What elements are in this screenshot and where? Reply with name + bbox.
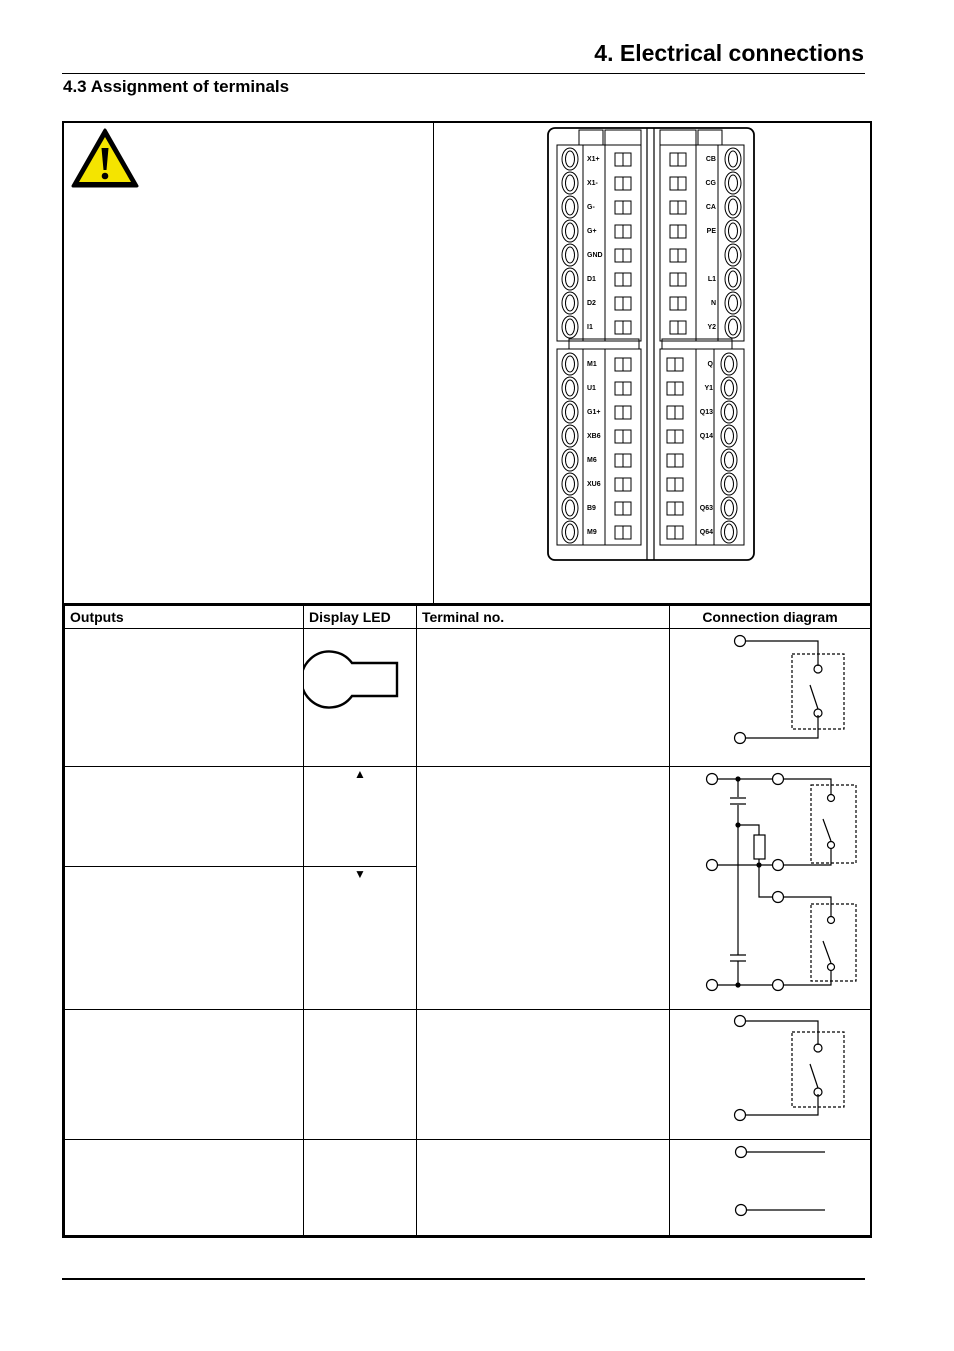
header-rule <box>62 73 865 74</box>
terminal-label: PE <box>706 228 716 235</box>
table-row <box>65 767 871 867</box>
led-down-cell <box>304 867 417 1010</box>
outputs-table <box>64 605 871 1236</box>
header-terminal-no: Terminal no. <box>417 606 670 629</box>
outputs-cell <box>65 1010 304 1140</box>
terminal-label: G+ <box>587 228 597 235</box>
chapter-title: 4. Electrical connections <box>594 40 864 66</box>
connection-diagram-cell <box>670 767 871 1010</box>
outputs-cell <box>65 1140 304 1236</box>
connection-diagram-cell <box>670 1010 871 1140</box>
terminal-label: G- <box>587 204 595 211</box>
outputs-cell <box>65 867 304 1010</box>
terminal-label: N <box>710 300 716 307</box>
outputs-cell <box>65 767 304 867</box>
terminal-label: XB6 <box>587 433 601 440</box>
terminal-label: Y1 <box>704 385 713 392</box>
terminal-label: L1 <box>707 276 716 283</box>
table-row <box>65 629 871 767</box>
terminal-label: M6 <box>587 457 597 464</box>
led-cell <box>304 1010 417 1140</box>
terminal-label: CA <box>705 204 716 211</box>
terminal-label: CG <box>705 180 716 187</box>
top-divider <box>433 123 434 603</box>
led-shape-icon <box>304 647 416 717</box>
terminal-assignment-frame <box>62 121 872 1238</box>
terminal-label: D2 <box>587 300 596 307</box>
arrow-down-icon: ▼ <box>354 867 366 881</box>
terminal-label: Q14 <box>699 433 713 440</box>
terminal-block-diagram <box>547 125 757 563</box>
outputs-cell <box>65 629 304 767</box>
led-cell <box>304 1140 417 1236</box>
terminal-label: M1 <box>587 361 597 368</box>
connection-diagram-cell <box>670 629 871 767</box>
header-display-led: Display LED <box>304 606 417 629</box>
terminal-label: Y2 <box>707 324 716 331</box>
header-connection-diagram: Connection diagram <box>670 606 871 629</box>
relay-contact-diagram <box>670 1010 870 1138</box>
table-header-row <box>65 606 871 629</box>
terminal-no-cell <box>417 629 670 767</box>
signal-output-diagram <box>670 1140 870 1234</box>
terminal-label: Q <box>707 361 713 368</box>
terminal-label: X1+ <box>587 156 600 163</box>
terminal-label: G1+ <box>587 409 601 416</box>
led-up-cell <box>304 767 417 867</box>
terminal-label: B9 <box>587 505 596 512</box>
terminal-no-cell <box>417 767 670 1010</box>
led-cell <box>304 629 417 767</box>
table-row <box>65 1010 871 1140</box>
connection-diagram-cell <box>670 1140 871 1236</box>
terminal-label: X1- <box>587 180 598 187</box>
terminal-no-cell <box>417 1010 670 1140</box>
terminal-label: I1 <box>587 324 593 331</box>
terminal-label: CB <box>705 156 716 163</box>
arrow-up-icon: ▲ <box>354 767 366 781</box>
terminal-label: U1 <box>587 385 596 392</box>
footer-rule <box>62 1278 865 1280</box>
header-outputs: Outputs <box>65 606 304 629</box>
terminal-label: Q64 <box>699 529 713 536</box>
terminal-no-cell <box>417 1140 670 1236</box>
motor-valve-diagram <box>670 767 870 1009</box>
table-row <box>65 1140 871 1236</box>
relay-contact-diagram <box>670 629 870 765</box>
terminal-label: Q63 <box>699 505 713 512</box>
warning-triangle-icon <box>70 126 140 190</box>
terminal-label: GND <box>587 252 603 259</box>
terminal-label: XU6 <box>587 481 601 488</box>
terminal-label: Q13 <box>699 409 713 416</box>
terminal-label: D1 <box>587 276 596 283</box>
section-title: 4.3 Assignment of terminals <box>63 77 290 96</box>
terminal-label: M9 <box>587 529 597 536</box>
